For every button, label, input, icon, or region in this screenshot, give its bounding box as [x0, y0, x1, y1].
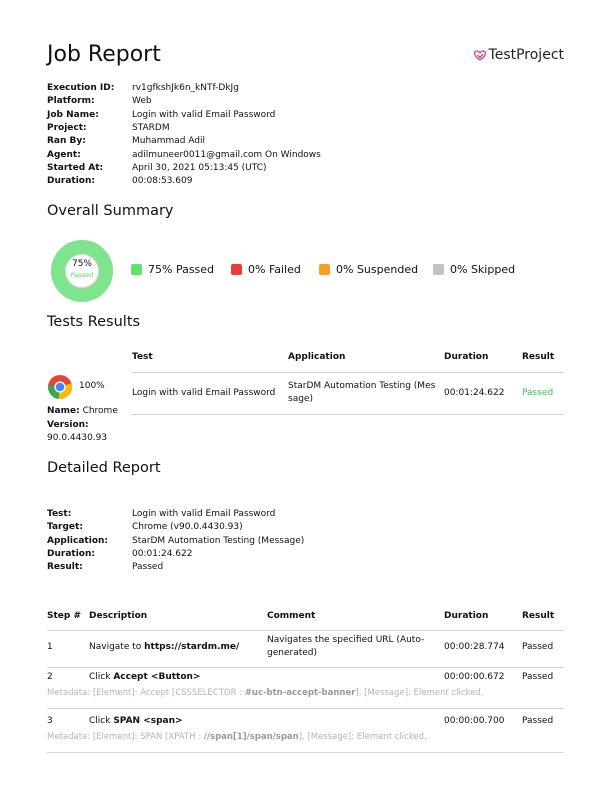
step-3-rule: [47, 752, 564, 753]
step-2-rule: [47, 708, 564, 709]
detail-test-value: Login with valid Email Password: [132, 509, 276, 519]
overall-summary-heading: Overall Summary: [47, 203, 174, 219]
detail-target-label: Target:: [47, 522, 83, 533]
step-2-num: 2: [47, 672, 53, 682]
project-label: Project:: [47, 122, 87, 133]
result-test-name: Login with valid Email Password: [132, 388, 276, 398]
execution-id-value: rv1gfkshJk6n_kNTf-DkJg: [132, 83, 239, 93]
step-3-desc-target: SPAN <span>: [113, 716, 183, 726]
platform-label: Platform:: [47, 96, 95, 107]
step-2-description: [89, 671, 200, 684]
duration-label: Duration:: [47, 176, 95, 187]
step-1-comment-line1: Navigates the specified URL (Auto-: [267, 635, 425, 645]
step-3-meta-xpath: //span[1]/span/span: [203, 732, 299, 742]
logo-text: TestProject: [488, 47, 564, 63]
step-2-meta-selector: #uc-btn-accept-banner: [244, 688, 356, 698]
step-1-result: Passed: [522, 642, 554, 652]
legend-failed: [231, 263, 301, 276]
legend-suspended: [319, 263, 418, 276]
step-duration-header: Duration: [444, 611, 489, 621]
step-3-result: Passed: [522, 716, 554, 726]
platform-value: Web: [132, 96, 152, 107]
step-3-num: 3: [47, 716, 53, 726]
browser-version-label: Version:: [47, 420, 89, 430]
tests-results-heading: Tests Results: [47, 314, 141, 330]
agent-value: adilmuneer0011@gmail.com On Windows: [132, 149, 321, 160]
chrome-icon: [47, 374, 73, 400]
step-result-header: Result: [522, 611, 555, 621]
suspended-swatch: [319, 264, 330, 275]
testproject-logo: [474, 47, 564, 63]
started-at-value: April 30, 2021 05:13:45 (UTC): [132, 162, 267, 173]
job-name-value: Login with valid Email Password: [132, 109, 276, 120]
step-1-duration: 00:00:28.774: [444, 642, 505, 652]
result-application-line2: sage): [288, 394, 313, 404]
detail-test-label: Test:: [47, 509, 72, 519]
donut-percent: 75%: [71, 259, 92, 269]
browser-percent: 100%: [79, 381, 105, 391]
results-header-rule: [131, 372, 564, 373]
result-status: Passed: [522, 388, 554, 398]
results-row-rule: [131, 414, 564, 415]
page-title: Job Report: [47, 42, 161, 67]
step-2-duration: 00:00:00.672: [444, 672, 505, 682]
agent-label: Agent:: [47, 149, 81, 160]
legend-skipped-label: 0% Skipped: [450, 263, 516, 276]
legend-failed-label: 0% Failed: [248, 263, 301, 276]
col-result-header: Result: [522, 352, 555, 362]
col-application-header: Application: [288, 352, 346, 362]
step-num-header: Step #: [47, 611, 82, 621]
step-2-metadata: [47, 688, 484, 698]
step-1-desc-prefix: Navigate to: [89, 642, 145, 652]
detail-application-label: Application:: [47, 535, 109, 546]
ran-by-value: Muhammad Adil: [132, 136, 206, 147]
step-3-duration: 00:00:00.700: [444, 716, 505, 726]
legend-suspended-label: 0% Suspended: [336, 263, 419, 276]
detail-application-value: StarDM Automation Testing (Message): [132, 535, 305, 546]
steps-header-rule: [47, 630, 564, 631]
legend-passed-label: 75% Passed: [148, 263, 215, 276]
legend-skipped: [433, 263, 515, 276]
testproject-logo-icon: [474, 49, 486, 61]
failed-swatch: [231, 264, 242, 275]
step-2-result: Passed: [522, 672, 554, 682]
summary-donut: [51, 240, 113, 302]
browser-name: [47, 405, 118, 418]
started-at-label: Started At:: [47, 162, 104, 173]
step-3-meta-suffix: ], [Message]: Element clicked,: [298, 732, 427, 742]
ran-by-label: Ran By:: [47, 136, 86, 147]
detail-duration-label: Duration:: [47, 548, 95, 559]
skipped-swatch: [433, 264, 444, 275]
detailed-report-heading: Detailed Report: [47, 460, 161, 476]
detail-target-value: Chrome (v90.0.4430.93): [132, 522, 243, 533]
execution-id-label: Execution ID:: [47, 83, 115, 93]
step-2-meta-suffix: ], [Message]: Element clicked,: [355, 688, 484, 698]
step-1-rule: [47, 667, 564, 668]
step-1-desc-target: https://stardm.me/: [144, 642, 240, 652]
col-duration-header: Duration: [444, 352, 489, 362]
step-1-num: 1: [47, 642, 53, 652]
step-3-metadata: [47, 732, 427, 742]
result-duration: 00:01:24.622: [444, 388, 505, 398]
browser-version-value: 90.0.4430.93: [47, 433, 108, 443]
result-application-line1: StarDM Automation Testing (Mes: [288, 381, 436, 391]
passed-swatch: [131, 264, 142, 275]
browser-name-label: Name:: [47, 406, 80, 416]
legend-passed: [131, 263, 214, 276]
step-3-meta-prefix: Metadata: [Element]: SPAN [XPATH :: [47, 732, 204, 742]
project-value: STARDM: [132, 122, 170, 133]
duration-value: 00:08:53.609: [132, 176, 193, 187]
step-2-desc-target: Accept <Button>: [113, 672, 201, 682]
step-3-description: [89, 715, 183, 728]
step-3-desc-prefix: Click: [89, 716, 114, 726]
col-test-header: Test: [132, 352, 153, 362]
step-comment-header: Comment: [267, 611, 316, 621]
job-name-label: Job Name:: [47, 109, 99, 120]
step-2-desc-prefix: Click: [89, 672, 114, 682]
step-2-meta-prefix: Metadata: [Element]: Accept [CSSSELECTOR :: [47, 688, 245, 698]
detail-result-label: Result:: [47, 562, 83, 573]
step-1-description: [89, 641, 239, 654]
detail-duration-value: 00:01:24.622: [132, 548, 193, 559]
browser-name-value: Chrome: [82, 406, 118, 416]
step-1-comment-line2: generated): [267, 648, 317, 658]
step-description-header: Description: [89, 611, 148, 621]
detail-result-value: Passed: [132, 562, 164, 573]
donut-label: Passed: [70, 271, 94, 279]
